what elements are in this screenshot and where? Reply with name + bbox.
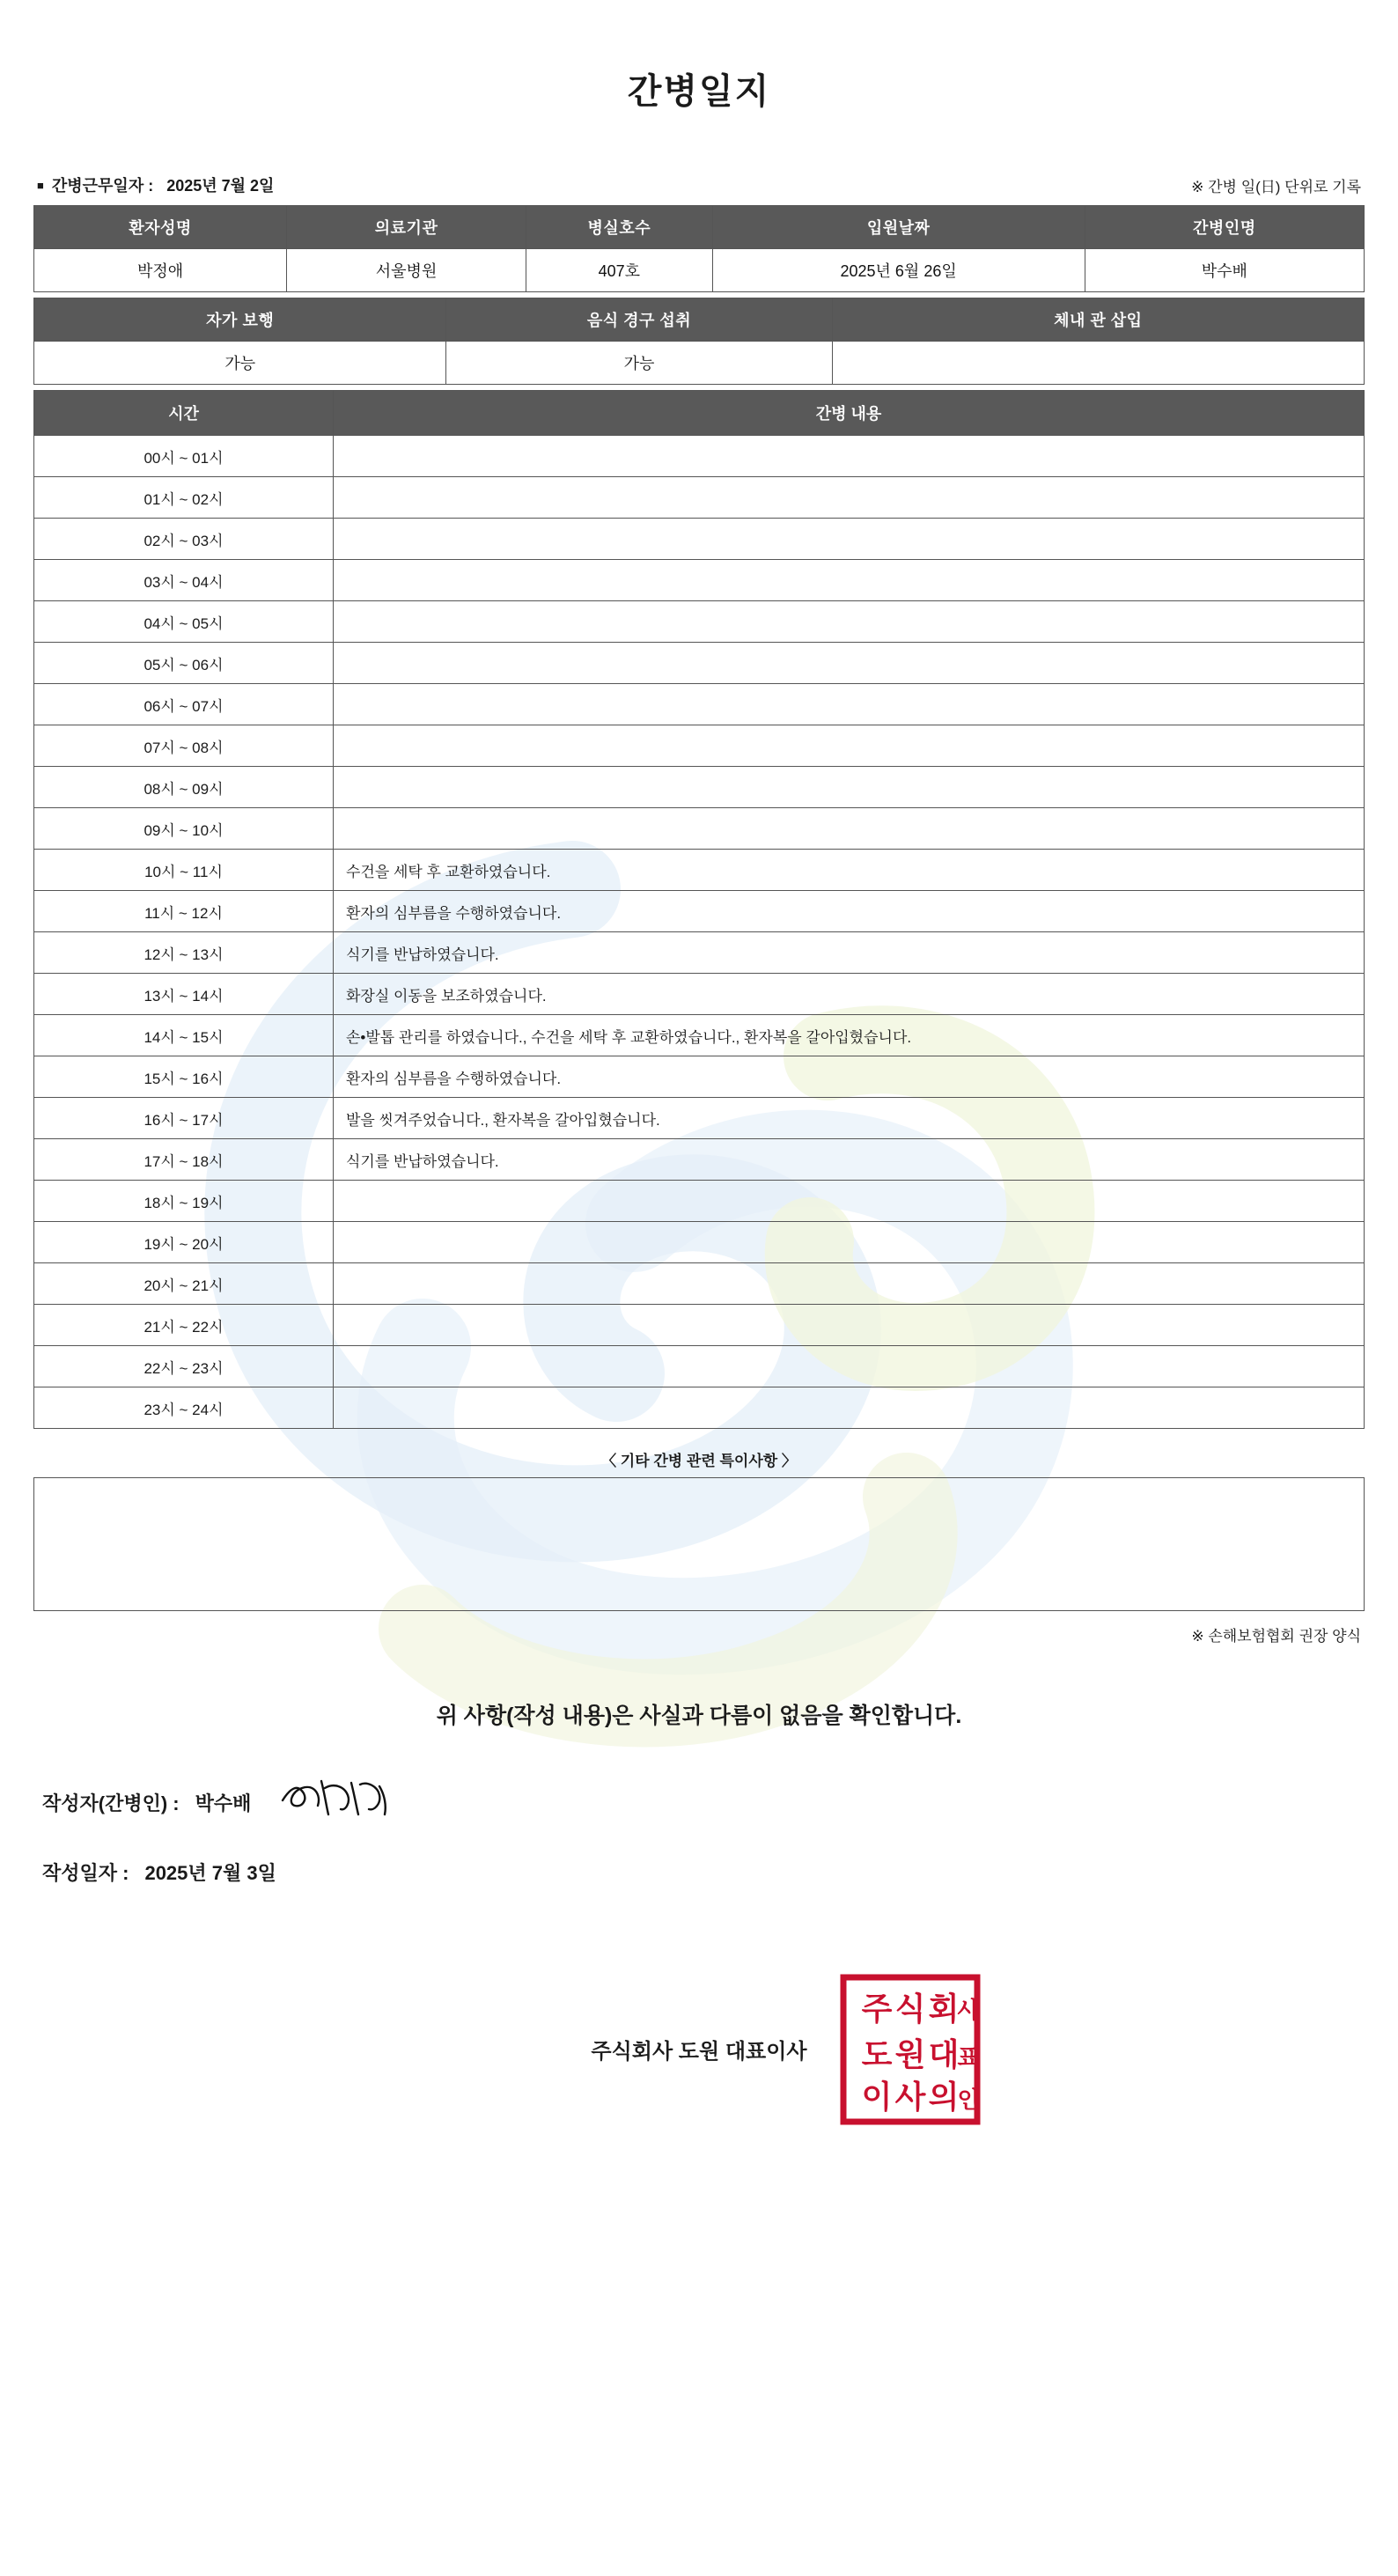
cell-note: 손•발톱 관리를 하였습니다., 수건을 세탁 후 교환하였습니다., 환자복을 갈아입혔습니다.: [333, 1015, 1364, 1056]
cell-note: 화장실 이동을 보조하였습니다.: [333, 974, 1364, 1015]
cell-time: 14시 ~ 15시: [34, 1015, 334, 1056]
cell-time: 21시 ~ 22시: [34, 1305, 334, 1346]
svg-text:대: 대: [928, 2037, 960, 2073]
cell-note: [333, 1181, 1364, 1222]
svg-text:인: 인: [957, 2087, 980, 2114]
write-date-label: 작성일자 :: [42, 1862, 129, 1884]
value-caregiver-name: 박수배: [1085, 249, 1364, 292]
table-row: [34, 1222, 1365, 1263]
cell-note: [333, 643, 1364, 684]
value-admission-date: 2025년 6월 26일: [712, 249, 1085, 292]
table-row: [34, 1305, 1365, 1346]
value-hospital: 서울병원: [287, 249, 526, 292]
write-date-row: [42, 1858, 1365, 1886]
svg-text:사: 사: [957, 1998, 980, 2024]
company-name: 주식회사 도원 대표이사: [591, 2040, 807, 2064]
work-date-label: 간병근무일자 :: [51, 177, 154, 195]
table-row: [34, 643, 1365, 684]
col-time: 시간: [34, 391, 334, 436]
cell-note: [333, 601, 1364, 643]
cell-time: 07시 ~ 08시: [34, 725, 334, 767]
table-row: [34, 1263, 1365, 1305]
cell-time: 22시 ~ 23시: [34, 1346, 334, 1387]
cell-note: [333, 1305, 1364, 1346]
table-row: [34, 1181, 1365, 1222]
cell-time: 05시 ~ 06시: [34, 643, 334, 684]
col-room: 병실호수: [526, 206, 713, 249]
value-patient-name: 박정애: [34, 249, 287, 292]
cell-note: [333, 436, 1364, 477]
cell-note: [333, 519, 1364, 560]
association-note: ※ 손해보험협회 권장 양식: [1191, 1628, 1361, 1645]
cell-note: 환자의 심부름을 수행하였습니다.: [333, 1056, 1364, 1098]
cell-note: [333, 1346, 1364, 1387]
cell-note: [333, 808, 1364, 850]
table-row: [34, 1346, 1365, 1387]
cell-note: [333, 560, 1364, 601]
table-row: [34, 436, 1365, 477]
svg-text:주: 주: [861, 1991, 893, 2028]
confirmation-statement: 위 사항(작성 내용)은 사실과 다름이 없음을 확인합니다.: [436, 1704, 962, 1728]
cell-note: [333, 767, 1364, 808]
table-row: [34, 725, 1365, 767]
cell-time: 13시 ~ 14시: [34, 974, 334, 1015]
cell-time: 09시 ~ 10시: [34, 808, 334, 850]
svg-text:의: 의: [928, 2079, 960, 2116]
work-date-value: 2025년 7월 2일: [166, 177, 275, 195]
table-row: [34, 519, 1365, 560]
col-caregiver-name: 간병인명: [1085, 206, 1364, 249]
cell-note: 환자의 심부름을 수행하였습니다.: [333, 891, 1364, 932]
cell-note: [333, 1222, 1364, 1263]
etc-caption: 〈 기타 간병 관련 특이사항 〉: [601, 1453, 797, 1469]
company-seal: [840, 1974, 981, 2125]
table-row: [34, 850, 1365, 891]
cell-note: [333, 477, 1364, 519]
table-row: [34, 560, 1365, 601]
table-row: [34, 1139, 1365, 1181]
value-self-walk: 가능: [34, 342, 446, 385]
svg-text:표: 표: [957, 2045, 980, 2072]
cell-note: 발을 씻겨주었습니다., 환자복을 갈아입혔습니다.: [333, 1098, 1364, 1139]
write-date-value: 2025년 7월 3일: [144, 1862, 276, 1884]
cell-time: 20시 ~ 21시: [34, 1263, 334, 1305]
table-row: [34, 767, 1365, 808]
cell-time: 23시 ~ 24시: [34, 1387, 334, 1429]
cell-time: 16시 ~ 17시: [34, 1098, 334, 1139]
table-row: [34, 891, 1365, 932]
cell-time: 00시 ~ 01시: [34, 436, 334, 477]
svg-text:사: 사: [894, 2079, 926, 2116]
cell-time: 01시 ~ 02시: [34, 477, 334, 519]
cell-time: 06시 ~ 07시: [34, 684, 334, 725]
company-row: [33, 1965, 1365, 2141]
meta-row: [33, 173, 1365, 205]
table-row: [34, 974, 1365, 1015]
cell-note: [333, 684, 1364, 725]
table-row: [34, 808, 1365, 850]
cell-time: 12시 ~ 13시: [34, 932, 334, 974]
etc-notes-box: [33, 1477, 1365, 1611]
unit-note: ※ 간병 일(日) 단위로 기록: [1191, 179, 1361, 195]
svg-text:원: 원: [894, 2037, 926, 2073]
cell-time: 19시 ~ 20시: [34, 1222, 334, 1263]
cell-time: 04시 ~ 05시: [34, 601, 334, 643]
cell-time: 18시 ~ 19시: [34, 1181, 334, 1222]
table-row: [34, 684, 1365, 725]
table-row: [34, 1056, 1365, 1098]
bullet-square-icon: ■: [37, 179, 44, 192]
svg-text:회: 회: [928, 1991, 960, 2028]
work-date: [37, 173, 274, 196]
cell-time: 15시 ~ 16시: [34, 1056, 334, 1098]
value-room: 407호: [526, 249, 713, 292]
writer-row: [42, 1776, 1365, 1829]
table-row: [34, 249, 1365, 292]
table-header-row: [34, 391, 1365, 436]
table-row: [34, 1015, 1365, 1056]
cell-time: 11시 ~ 12시: [34, 891, 334, 932]
table-row: [34, 1098, 1365, 1139]
cell-note: 수건을 세탁 후 교환하였습니다.: [333, 850, 1364, 891]
cell-time: 08시 ~ 09시: [34, 767, 334, 808]
col-care-content: 간병 내용: [333, 391, 1364, 436]
care-log-body: [34, 436, 1365, 1429]
cell-time: 10시 ~ 11시: [34, 850, 334, 891]
handwritten-signature: [276, 1770, 399, 1823]
cell-note: 식기를 반납하였습니다.: [333, 1139, 1364, 1181]
patient-info-table: [33, 205, 1365, 292]
signature-block: [33, 1776, 1365, 1886]
col-hospital: 의료기관: [287, 206, 526, 249]
col-tube-insertion: 체내 관 삽입: [832, 298, 1364, 342]
table-header-row: [34, 206, 1365, 249]
writer-label: 작성자(간병인) :: [42, 1792, 180, 1814]
cell-note: 식기를 반납하였습니다.: [333, 932, 1364, 974]
cell-time: 02시 ~ 03시: [34, 519, 334, 560]
care-log-table: [33, 390, 1365, 1429]
care-condition-table: [33, 298, 1365, 385]
cell-note: [333, 725, 1364, 767]
page-title: 간병일지: [627, 72, 771, 111]
col-self-walk: 자가 보행: [34, 298, 446, 342]
table-row: [34, 932, 1365, 974]
cell-time: 03시 ~ 04시: [34, 560, 334, 601]
svg-text:도: 도: [861, 2037, 893, 2073]
table-row: [34, 1387, 1365, 1429]
col-oral-intake: 음식 경구 섭취: [446, 298, 832, 342]
col-admission-date: 입원날짜: [712, 206, 1085, 249]
cell-note: [333, 1387, 1364, 1429]
value-tube-insertion: [832, 342, 1364, 385]
cell-note: [333, 1263, 1364, 1305]
value-oral-intake: 가능: [446, 342, 832, 385]
table-row: [34, 477, 1365, 519]
col-patient-name: 환자성명: [34, 206, 287, 249]
svg-text:식: 식: [894, 1991, 926, 2028]
table-header-row: [34, 298, 1365, 342]
writer-value: 박수배: [195, 1792, 252, 1814]
table-row: [34, 601, 1365, 643]
cell-time: 17시 ~ 18시: [34, 1139, 334, 1181]
svg-text:이: 이: [861, 2079, 893, 2116]
table-row: [34, 342, 1365, 385]
